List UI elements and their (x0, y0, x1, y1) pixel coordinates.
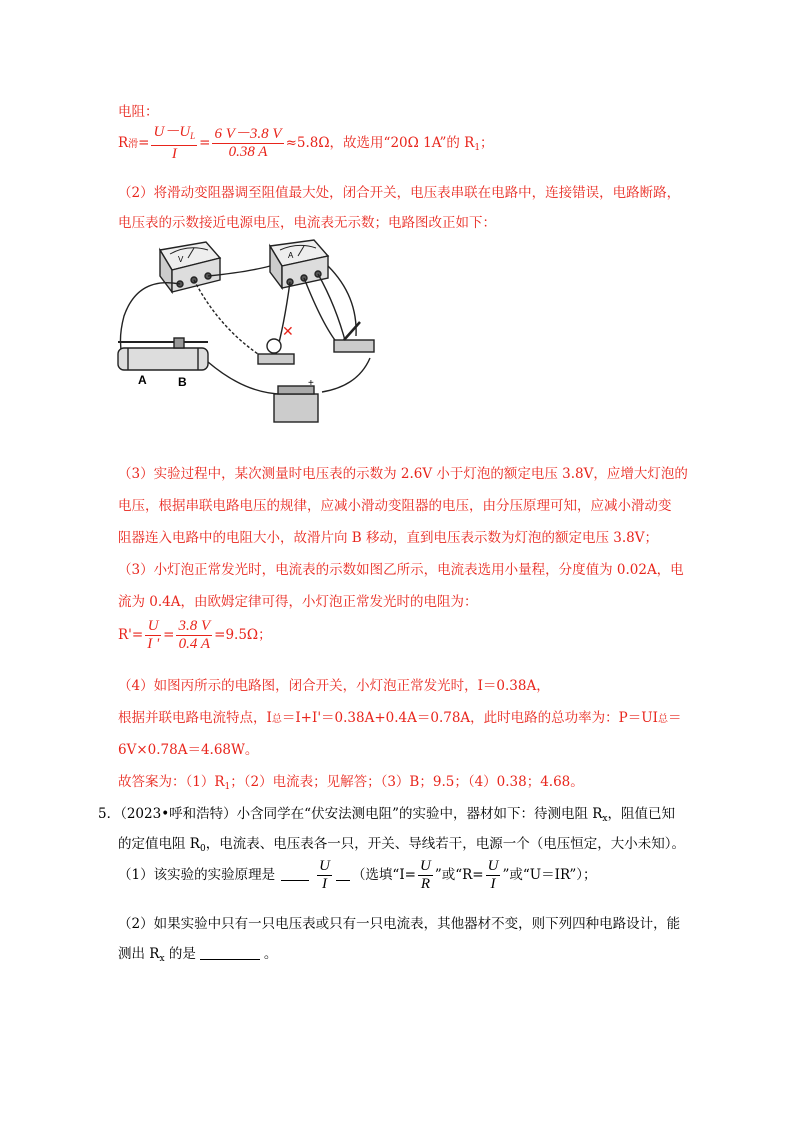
question5-line1: 5．（2023•呼和浩特）小含同学在“伏安法测电阻”的实验中，器材如下：待测电阻 $R_x$，阻值已知 (98, 806, 675, 824)
fraction-u-ul-over-i: $\frac{U-U_L}{I}$ (153, 124, 196, 162)
ammeter-label: A (288, 251, 294, 260)
fraction-values: $\frac{6 V-3.8 V}{0.38 A}$ (214, 126, 282, 160)
section3-line3: 阻器连入电路中的电阻大小，故滑片向 B 移动，直到电压表示数为灯泡的额定电压 3.8V； (118, 530, 659, 546)
wrong-wire-cross-icon: ✕ (282, 324, 294, 340)
section3-line1: （3）实验过程中，某次测量时电压表的示数为 2.6V 小于灯泡的额定电压 3.8V，应增大灯泡的 (118, 466, 688, 482)
terminal-b-label: B (178, 375, 187, 389)
terminal-a-label: A (138, 373, 147, 387)
section3b-line2: 流为 0.4A，由欧姆定律可得，小灯泡正常发光时的电阻为： (118, 594, 478, 610)
voltmeter-icon (160, 242, 220, 292)
section3b-line1: （3）小灯泡正常发光时，电流表的示数如图乙所示，电流表选用小量程，分度值为 0.02A，电 (118, 562, 684, 578)
question5-part2-line2: 测出 $R_x$ 的是 。 (118, 946, 278, 964)
section4-line3: 6V×0.78A＝4.68W。 (118, 742, 259, 758)
question5-line2: 的定值电阻 $R_0$，电流表、电压表各一只，开关、导线若干，电源一个（电压恒定，大小未知）。 (118, 836, 685, 854)
switch-icon (334, 322, 374, 352)
battery-icon (274, 386, 318, 422)
bulb-icon (258, 339, 294, 364)
answer-line: 故答案为：$(1)R_1$；（2）电流表；见解答；（3）B；9.5；（4）0.38；4.68。 (118, 774, 584, 792)
answer-blank-2[interactable] (200, 945, 260, 960)
section2-line1: （2）将滑动变阻器调至阻值最大处，闭合开关，电压表串联在电路中，连接错误，电路断路， (118, 185, 681, 201)
option-fraction-u-over-i: $\frac{U}{I}$ (487, 858, 499, 892)
option-fraction-u-over-r: $\frac{U}{R}$ (419, 858, 431, 892)
slider-resistance-formula: R滑= $\frac{U-U_L}{I}$ = $\frac{6 V-3.8 V}{0.38 A}$ ≈5.8Ω，故选用“20Ω 1A”的 $R_1$； (118, 124, 494, 162)
fraction-values-b: $\frac{3.8 V}{0.4 A}$ (178, 618, 211, 652)
section4-line2: 根据并联电路电流特点，I总＝I+I'＝0.38A+0.4A＝0.78A，此时电路的总功率为：P＝UI总＝ (118, 710, 682, 726)
section4-line1: （4）如图丙所示的电路图，闭合开关，小灯泡正常发光时，I＝0.38A， (118, 678, 550, 694)
bulb-resistance-formula: R'= $\frac{U}{I '}$ = $\frac{3.8 V}{0.4 A}$ =9.5Ω； (118, 618, 272, 652)
answer-blank-1[interactable] (281, 866, 309, 881)
answer-fraction: $\frac{U}{I}$ (319, 858, 330, 892)
section2-line2: 电压表的示数接近电源电压，电流表无示数；电路图改正如下： (118, 215, 496, 231)
voltmeter-label: V (178, 255, 184, 264)
battery-plus-label: + (308, 378, 314, 389)
circuit-diagram (108, 236, 498, 436)
question5-part1: （1）该实验的实验原理是 $\frac{U}{I}$ （选填“I= $\frac{U}{R}$ ”或“R= $\frac{U}{I}$ ”或“U＝IR”）； (118, 858, 597, 892)
rheostat-icon (118, 338, 208, 370)
question5-part2-line1: （2）如果实验中只有一只电压表或只有一只电流表，其他器材不变，则下列四种电路设计，能 (118, 916, 681, 932)
fraction-u-over-i: $\frac{U}{I '}$ (147, 618, 160, 652)
resistance-label: 电阻： (118, 104, 159, 120)
ammeter-icon (270, 240, 328, 288)
section3-line2: 电压，根据串联电路电压的规律，应减小滑动变阻器的电压，由分压原理可知，应减小滑动变 (118, 498, 672, 514)
